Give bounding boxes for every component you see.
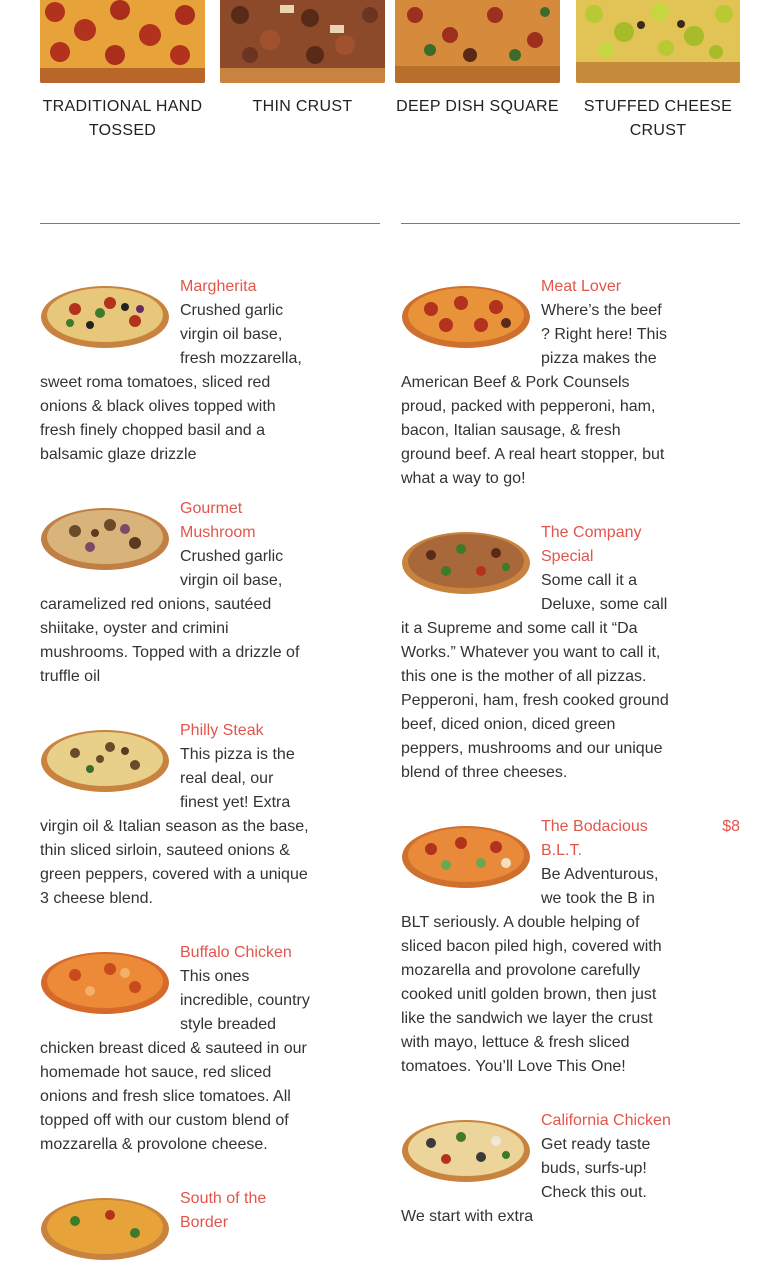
blt-pizza-image[interactable]: [401, 817, 531, 889]
menu-item-name[interactable]: Margherita: [180, 278, 257, 295]
crust-options: [0, 0, 780, 150]
supreme-pizza-image[interactable]: [395, 0, 560, 83]
menu-item-description: Get ready taste buds, surfs-up! Check this out. We start with extra: [401, 1136, 651, 1225]
menu-item-name[interactable]: Buffalo Chicken: [180, 944, 292, 961]
menu-item-description: Where’s the beef ? Right here! This pizza makes the American Beef & Pork Counsels proud, packed with pepperoni, ham, bacon, Italian sausage, & fresh ground beef. A real heart stopper, but what a way to go!: [401, 302, 667, 487]
menu-item-name[interactable]: Meat Lover: [541, 278, 622, 295]
menu-item-description: Crushed garlic virgin oil base, caramelized red onions, sautéed shiitake, oyster and crimini mushrooms. Topped with a drizzle of truffle oil: [40, 548, 300, 685]
menu-item-meat-lover[interactable]: [401, 275, 671, 491]
menu-item-name[interactable]: California Chicken: [541, 1112, 671, 1129]
blt-price: $8: [722, 818, 740, 835]
company-special-pizza-image[interactable]: [401, 523, 531, 595]
crust-option-deep-dish[interactable]: [395, 0, 560, 119]
meat-lover-pizza-image[interactable]: [401, 277, 531, 349]
south-of-the-border-pizza-image[interactable]: [40, 1189, 170, 1261]
mushroom-pizza-image[interactable]: [40, 499, 170, 571]
menu-item-description: This pizza is the real deal, our finest yet! Extra virgin oil & Italian season as the base, thin sliced sirloin, sauteed onions & green peppers, covered with a unique 3 cheese blend.: [40, 746, 309, 907]
meat-pizza-image[interactable]: [220, 0, 385, 83]
right-divider: [401, 223, 740, 224]
right-menu-column: [401, 275, 671, 1259]
crust-option-thin[interactable]: [220, 0, 385, 119]
crust-option-stuffed[interactable]: [576, 0, 740, 143]
menu-item-california-chicken[interactable]: [401, 1109, 671, 1229]
crust-option-hand-tossed[interactable]: [40, 0, 205, 143]
california-chicken-pizza-image[interactable]: [401, 1111, 531, 1183]
pepperoni-pizza-image[interactable]: [40, 0, 205, 83]
menu-item-name[interactable]: South of the Border: [180, 1190, 267, 1231]
crust-label[interactable]: DEEP DISH SQUARE: [396, 98, 559, 115]
left-divider: [40, 223, 380, 224]
menu-item-description: This ones incredible, country style breaded chicken breast diced & sauteed in our homemade hot sauce, red sliced onions and fresh slice tomatoes. All topped off with our custom blend of mozzarella & provolone cheese.: [40, 968, 310, 1153]
menu-item-bodacious-blt[interactable]: [401, 815, 671, 1079]
menu-item-name[interactable]: Gourmet Mushroom: [180, 500, 256, 541]
left-menu-column: [40, 275, 310, 1267]
menu-item-name[interactable]: The Bodacious B.L.T.: [541, 818, 648, 859]
crust-label[interactable]: TRADITIONAL HAND TOSSED: [42, 98, 203, 139]
menu-item-buffalo-chicken[interactable]: [40, 941, 310, 1157]
crust-label[interactable]: THIN CRUST: [252, 98, 353, 115]
margherita-pizza-image[interactable]: [40, 277, 170, 349]
menu-item-south-of-the-border[interactable]: [40, 1187, 310, 1235]
menu-item-name[interactable]: Philly Steak: [180, 722, 264, 739]
menu-item-gourmet-mushroom[interactable]: [40, 497, 310, 689]
philly-steak-pizza-image[interactable]: [40, 721, 170, 793]
buffalo-chicken-pizza-image[interactable]: [40, 943, 170, 1015]
menu-item-name[interactable]: The Company Special: [541, 524, 642, 565]
menu-item-company-special[interactable]: [401, 521, 671, 785]
menu-item-description: Be Adventurous, we took the B in BLT seriously. A double helping of sliced bacon piled high, covered with mozarella and provolone carefully cooked unitl golden brown, then just like the sandwich we layer the crust with mayo, lettuce & fresh sliced tomatoes. You’ll Love This One!: [401, 866, 662, 1075]
pepper-pizza-image[interactable]: [576, 0, 740, 83]
menu-item-philly-steak[interactable]: [40, 719, 310, 911]
crust-label[interactable]: STUFFED CHEESE CRUST: [583, 98, 733, 139]
menu-item-margherita[interactable]: [40, 275, 310, 467]
menu-item-description: Crushed garlic virgin oil base, fresh mozzarella, sweet roma tomatoes, sliced red onions & black olives topped with fresh finely chopped basil and a balsamic glaze drizzle: [40, 302, 302, 463]
menu-item-description: Some call it a Deluxe, some call it a Supreme and some call it “Da Works.” Whatever you want to call it, this one is the mother of all pizzas. Pepperoni, ham, fresh cooked ground beef, diced onion, diced green peppers, mushrooms and our unique blend of three cheeses.: [401, 572, 669, 781]
